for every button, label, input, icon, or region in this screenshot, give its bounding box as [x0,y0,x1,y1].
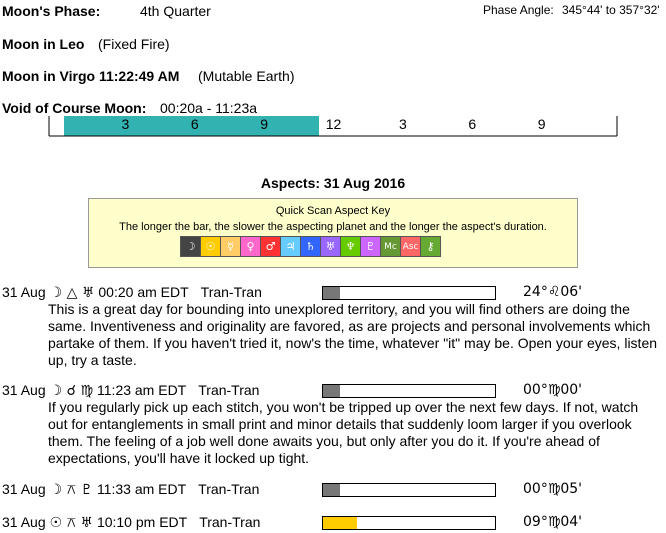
neptune-icon: ♆ [340,236,361,257]
moon-icon: ☽ [180,236,201,257]
aspect-time: 11:23 am EDT [97,382,187,398]
mercury-icon: ☿ [220,236,241,257]
mars-icon: ♂ [260,236,281,257]
aspect-date: 31 Aug [2,284,46,300]
aspect-entry-header [2,382,263,399]
aspect-duration-fill [323,517,357,529]
aspect-glyphs: ☉ ⚻ ♅ [49,515,93,531]
aspect-duration-bar [322,286,496,300]
aspect-duration-fill [323,484,340,496]
aspect-glyphs: ☽ ☌ ♍ [49,383,94,399]
moon-phase-label: Moon's Phase: [2,3,101,19]
aspect-duration-fill [323,385,340,397]
aspect-position: 00°♍05' [523,481,583,497]
pluto-icon: ♇ [360,236,381,257]
aspect-date: 31 Aug [2,481,46,497]
aspect-position: 24°♌06' [523,284,583,300]
aspect-glyphs: ☽ ⚻ ♇ [49,482,93,498]
sun-icon: ☉ [200,236,221,257]
timeline-tick: 6 [468,116,477,132]
aspect-duration-bar [322,516,496,530]
timeline-tick: 6 [190,116,199,132]
chiron-icon: ⚷ [420,236,441,257]
aspect-entry-header [2,481,263,498]
aspect-time: 11:33 am EDT [96,481,187,497]
aspect-position: 09°♍04' [523,514,583,530]
timeline-tick: 9 [537,116,546,132]
aspect-position: 00°♍00' [523,382,583,398]
moon-sign-1-note: (Fixed Fire) [98,36,170,52]
aspect-duration-fill [323,287,340,299]
aspect-type: Tran-Tran [198,481,260,497]
phase-angle-value: 345°44' to 357°32' [562,3,660,17]
aspect-time: 10:10 pm EDT [96,514,188,530]
aspects-title: Aspects: 31 Aug 2016 [260,175,406,191]
phase-angle-label: Phase Angle: [483,3,554,17]
ascendant-icon: Asc [400,236,421,257]
aspect-time: 00:20 am EDT [98,284,189,300]
aspect-entry-header [2,284,266,301]
aspect-description: If you regularly pick up each stitch, you won't be tripped up over the next few days. If not, watch out for entanglements in small print and minor details that suddenly loom larger if you overlook them. The feeling of a job well done awaits you, but only after you do it. If you're ahead of expectations, you'll have it locked up tight. [48,399,639,466]
aspect-type: Tran-Tran [200,284,262,300]
moon-phase-value: 4th Quarter [140,3,211,19]
aspect-type: Tran-Tran [199,514,261,530]
timeline-frame [48,114,618,142]
timeline-tick: 3 [398,116,407,132]
planet-key-row [180,236,440,256]
aspect-key-subtitle: The longer the bar, the slower the aspecting planet and the longer the aspect's duration. [119,221,547,233]
void-of-course-label: Void of Course Moon: [2,100,147,116]
aspect-type: Tran-Tran [198,382,260,398]
midheaven-icon: Mc [380,236,401,257]
venus-icon: ♀ [240,236,261,257]
void-of-course-timeline [56,116,611,138]
aspect-duration-bar [322,384,496,398]
aspect-key [88,198,578,268]
aspect-date: 31 Aug [2,514,46,530]
saturn-icon: ♄ [300,236,321,257]
aspect-description: This is a great day for bounding into unexplored territory, and you will find others are doing the same. Inventiveness and originality are favored, as are projects and personal involvements which partake of them. If you haven't tried it, now's the time, whatever "it" may be. Open your eyes, listen up, try a taste. [48,301,658,368]
timeline-tick: 3 [121,116,130,132]
aspect-entry-header [2,514,264,531]
moon-sign-2-note: (Mutable Earth) [198,68,295,84]
timeline-tick: 9 [260,116,269,132]
uranus-icon: ♅ [320,236,341,257]
timeline-tick: 12 [325,116,342,132]
aspect-key-title: Quick Scan Aspect Key [275,205,391,217]
jupiter-icon: ♃ [280,236,301,257]
moon-sign-1-label: Moon in Leo [2,36,85,52]
moon-sign-2-label: Moon in Virgo 11:22:49 AM [2,68,180,84]
aspect-date: 31 Aug [2,382,46,398]
aspect-duration-bar [322,483,496,497]
aspect-glyphs: ☽ △ ♅ [49,285,95,301]
void-of-course-value: 00:20a - 11:23a [160,100,258,116]
